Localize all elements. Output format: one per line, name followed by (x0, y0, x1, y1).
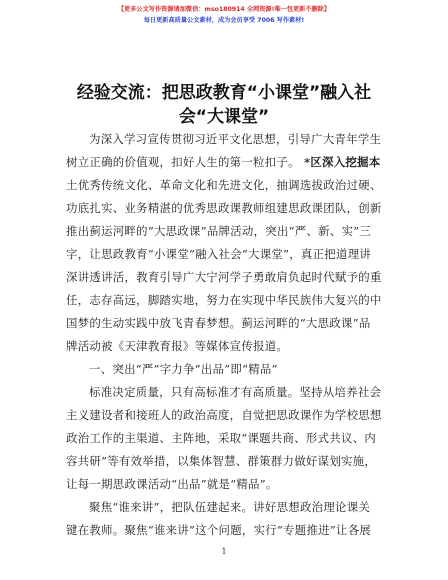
paragraph-2-line-1: 标准决定质量，只有高标准才有高质量。坚持从培养社会 (89, 385, 382, 399)
paragraph-1-line-6: 字，让思政教育“小课堂”融入社会“大课堂”，真正把道理讲 (66, 247, 372, 261)
paragraph-1-line-1: 为深入学习宣传贯彻习近平文化思想，引导广大青年学生 (89, 132, 382, 146)
section-1-heading: 一、突出“严”字力争“出品”即“精品” (89, 362, 278, 376)
paragraph-1-line-4: 功底扎实、业务精湛的优秀思政课教师组建思政课团队，创新 (66, 201, 382, 215)
promo-banner-blue: 每日更新高质量公文素材，成为会员享受 7006 写作素材! (143, 17, 305, 24)
paragraph-1-line-8: 任，志存高远，脚踏实地，努力在实现中华民族伟大复兴的中 (66, 293, 382, 307)
paragraph-1-line-3: 土优秀传统文化、革命文化和先进文化，抽调选拔政治过硬、 (66, 178, 382, 192)
document-title-line-2: 会“大课堂” (178, 107, 270, 127)
paragraph-1-line-2 (66, 154, 448, 170)
paragraph-3-line-2: 键在教师。聚焦“谁来讲”这个问题，实行“专题推进”让各展 (66, 523, 372, 537)
paragraph-3-line-1: 聚焦“谁来讲”，把队伍建起来。讲好思想政治理论课关 (89, 500, 371, 514)
paragraph-1-line-2-text: 树立正确的价值观，扣好人生的第一粒扣子。 (66, 155, 300, 169)
document-title-line-1: 经验交流：把思政教育“小课堂”融入社 (76, 83, 372, 103)
paragraph-2-line-5: 让每一期思政课活动“出品”就是“精品”。 (66, 477, 278, 491)
paragraph-2-line-3: 政治工作的主渠道、主阵地，采取“课题共商、形式共议、内 (66, 431, 377, 445)
paragraph-1-highlight: *区深入挖掘本 (299, 155, 381, 169)
paragraph-1-line-7: 深讲透讲活，教育引导广大宁河学子勇敢肩负起时代赋予的重 (66, 270, 382, 284)
paragraph-1-line-10: 牌活动被《天津教育报》等媒体宣传报道。 (66, 339, 289, 353)
paragraph-2-line-2: 主义建设者和接班人的政治高度，自觉把思政课作为学校思想 (66, 408, 382, 422)
paragraph-1-highlight-text: 区深入挖掘本 (310, 155, 381, 169)
promo-banner-red: 【更多公文写作资源请加微信：mso180914 全网资源!唯一包更新不删除】 (117, 6, 331, 13)
page-number: 1 (221, 547, 227, 556)
paragraph-1-line-9: 国梦的生动实践中放飞青春梦想。蓟运河畔的“大思政课”品 (66, 316, 371, 330)
paragraph-2-line-4: 容共研”等有效举措，以集体智慧、群策群力做好谋划实施， (66, 454, 377, 468)
paragraph-1-line-5: 推出蓟运河畔的“大思政课”品牌活动，突出“严、新、实”三 (66, 224, 372, 238)
